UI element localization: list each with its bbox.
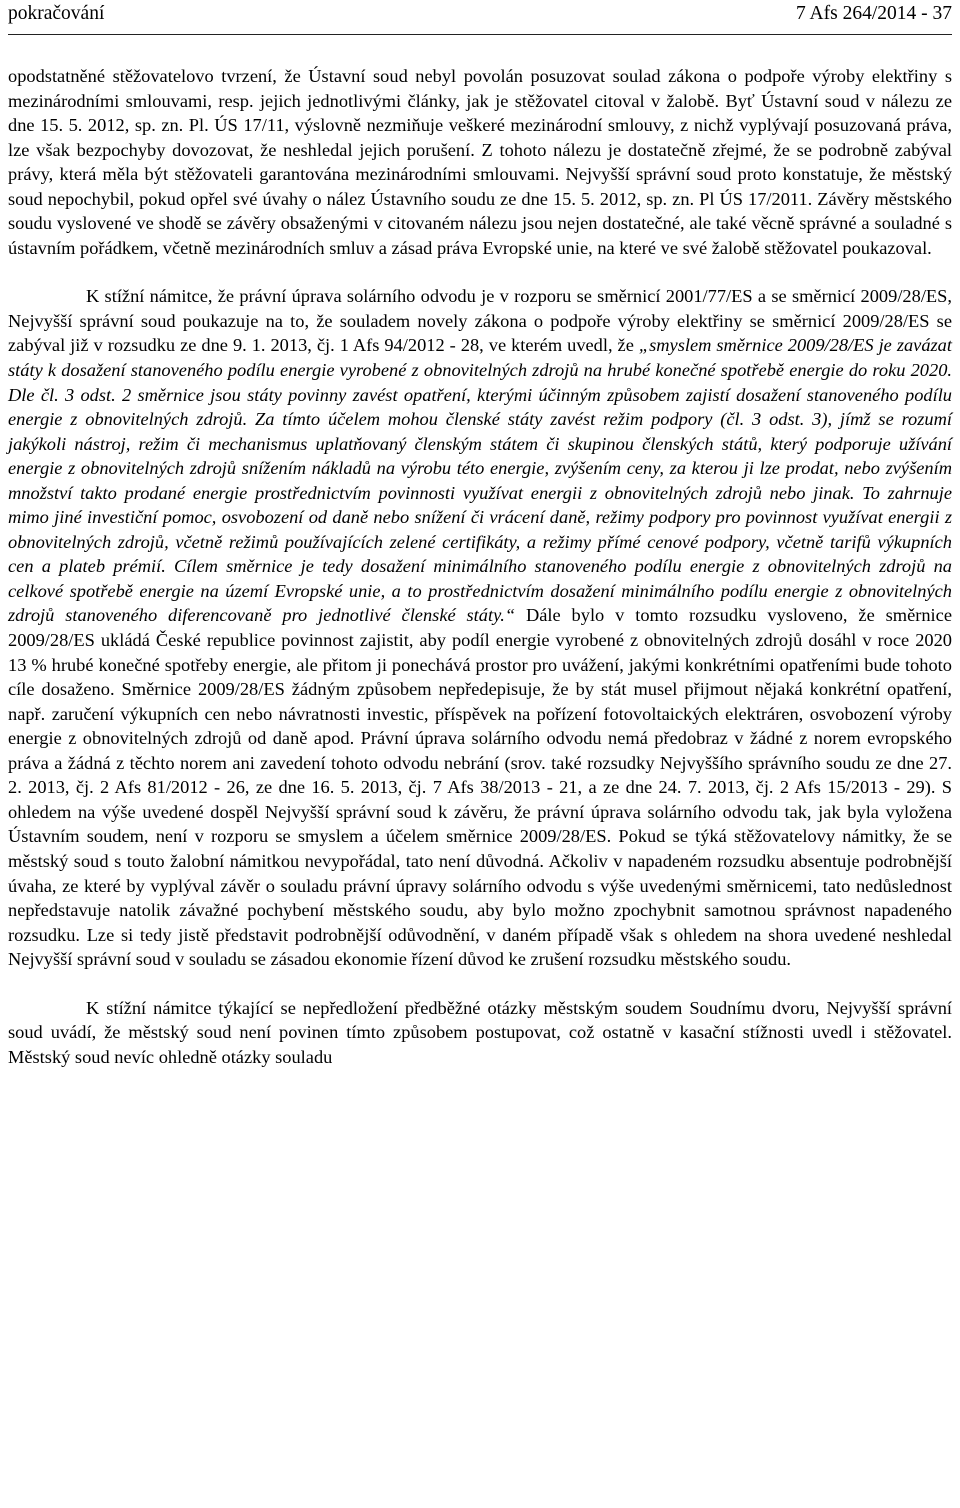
paragraph-preliminary-question: K stížní námitce týkající se nepředložení předběžné otázky městským soudem Soudnímu dvoru, Nejvyšší správní soud uvádí, že městský soud není povinen tímto způsobem postupovat, což ostatně v kasační stížnosti uvedl i stěžovatel. Městský soud nevíc ohledně otázky souladu [8, 997, 952, 1067]
page-header [8, 2, 952, 32]
paragraph-constitutional-court: opodstatněné stěžovatelovo tvrzení, že Ústavní soud nebyl povolán posuzovat soulad zákona o podpoře výroby elektřiny s mezinárodními smlouvami, resp. jejich jednotlivými články, jak je stěžovatel citoval v žalobě. Byť Ústavní soud v nálezu ze dne 15. 5. 2012, sp. zn. Pl. ÚS 17/11, výslovně nezmiňuje veškeré mezinárodní smlouvy, z nichž vyplývají posuzovaná práva, lze však bezpochyby dovozovat, že neshledal jejich porušení. Z tohoto nálezu je dostatečně zřejmé, že se podrobně zabýval právy, která měla být stěžovateli garantována mezinárodními smlouvami. Nejvyšší správní soud proto konstatuje, že městský soud nepochybil, pokud opřel své úvahy o nález Ústavního soudu ze dne 15. 5. 2012, sp. zn. Pl ÚS 17/2011. Závěry městského soudu vyslovené ve shodě se závěry obsaženými v citovaném nálezu jsou nejen dostatečné, ale také věcně správné a souladné s ústavním pořádkem, včetně mezinárodních smluv a zásad práva Evropské unie, na které ve své žalobě stěžovatel poukazoval. [8, 66, 952, 258]
document-body [8, 64, 952, 1069]
header-continuation-label: pokračování [8, 3, 105, 24]
directive-quotation: „smyslem směrnice 2009/28/ES je zavázat státy k dosažení stanoveného podílu energie vyrobené z obnovitelných zdrojů na hrubé konečné spotřebě energie do roku 2020. Dle čl. 3 odst. 2 směrnice jsou státy povinny zavést opatření, kterými účinným způsobem zajistí dosažení stanoveného podílu energie z obnovitelných zdrojů. Za tímto účelem mohou členské státy zavést režim podpory (čl. 3 odst. 3), jímž se rozumí jakýkoli nástroj, režim či mechanismus uplatňovaný členským státem či skupinou členských států, který podporuje užívání energie z obnovitelných zdrojů snížením nákladů na výrobu této energie, zvýšením ceny, za kterou ji lze prodat, nebo zvýšením množství takto prodané energie prostřednictvím povinnosti využívat energii z obnovitelných zdrojů nebo jinak. To zahrnuje mimo jiné investiční pomoc, osvobození od daně nebo snížení či vrácení daně, režimy podpory pro povinnost využívat energii z obnovitelných zdrojů, včetně režimů používajících zelené certifikáty, a režimy přímé cenové podpory, včetně tarifů výkupních cen a plateb prémií. Cílem směrnice je tedy dosažení minimálního stanoveného podílu energie z obnovitelných zdrojů na celkové spotřebě energie na území Evropské unie, a to prostřednictvím dosažení minimálního podílu energie z obnovitelných zdrojů stanoveného diferencovaně pro jednotlivé členské státy.“ [8, 335, 952, 626]
paragraph-directive-objection [8, 284, 952, 971]
header-case-number: 7 Afs 264/2014 - 37 [796, 3, 952, 24]
header-divider [8, 34, 952, 35]
paragraph-directive-conclusion: Dále bylo v tomto rozsudku vysloveno, že směrnice 2009/28/ES ukládá České republice povinnost zajistit, aby podíl energie vyrobené z obnovitelných zdrojů dosáhl v roce 2020 13 % hrubé konečné spotřeby energie, ale přitom ji ponechává prostor pro uvážení, jakými konkrétními opatřeními bude tohoto cíle dosaženo. Směrnice 2009/28/ES žádným způsobem nepředepisuje, že by stát musel přijmout nějaká konkrétní opatření, např. zaručení výkupních cen nebo návratnosti investic, příspěvek na pořízení fotovoltaických elektráren, osvobození výroby energie z obnovitelných zdrojů od daně apod. Právní úprava solárního odvodu nemá předobraz v žádné z norem evropského práva a žádná z těchto norem ani zavedení tohoto odvodu nebrání (srov. také rozsudky Nejvyššího správního soudu ze dne 27. 2. 2013, čj. 2 Afs 81/2012 - 26, ze dne 16. 5. 2013, čj. 7 Afs 38/2013 - 21, a ze dne 24. 7. 2013, čj. 2 Afs 15/2013 - 29). S ohledem na výše uvedené dospěl Nejvyšší správní soud k závěru, že právní úprava solárního odvodu tak, jak byla vyložena Ústavním soudem, není v rozporu se smyslem a účelem směrnice 2009/28/ES. Pokud se týká stěžovatelovy námitky, že se městský soud s touto žalobní námitkou nevypořádal, tato není důvodná. Ačkoliv v napadeném rozsudku absentuje podrobnější úvaha, ze které by vyplýval závěr o souladu právní úpravy solárního odvodu s výše uvedenými směrnicemi, tato nedůslednost nepředstavuje natolik závažné pochybení městského soudu, aby bylo možno zpochybnit samotnou správnost napadeného rozsudku. Lze si tedy jistě představit podrobnější odůvodnění, v daném případě však s ohledem na shora uvedené neshledal Nejvyšší správní soud v souladu se zásadou ekonomie řízení důvod ke zrušení rozsudku městského soudu. [8, 605, 952, 970]
paragraph-directive-intro: K stížní námitce, že právní úprava solárního odvodu je v rozporu se směrnicí 2001/77/ES a se směrnicí 2009/28/ES, Nejvyšší správní soud poukazuje na to, že souladem novely zákona o podpoře výroby elektřiny se směrnicí 2009/28/ES se zabýval již v rozsudku ze dne 9. 1. 2013, čj. 1 Afs 94/2012 - 28, ve kterém uvedl, že [8, 286, 952, 356]
